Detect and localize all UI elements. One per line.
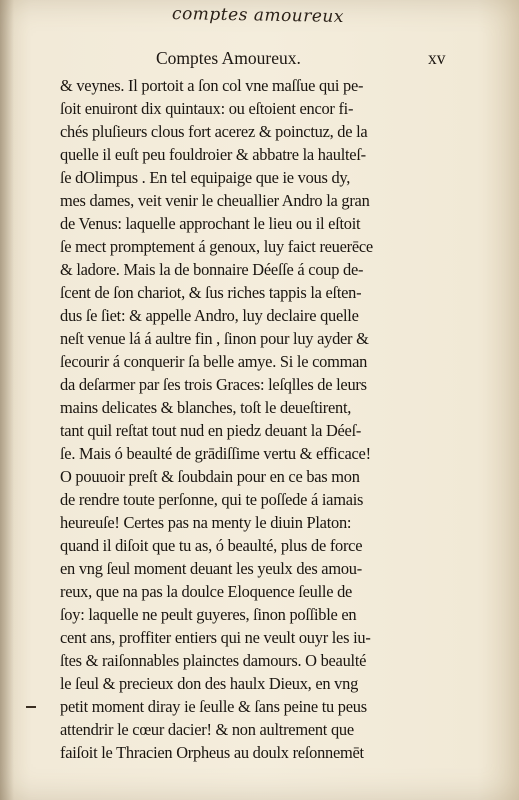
margin-mark [26, 706, 36, 708]
text-line: chés pluſieurs clous fort acerez & poinctuz, de la [60, 122, 368, 141]
text-line: petit moment diray ie ſeulle & ſans peine tu peus [60, 697, 367, 716]
text-line: mains delicates & blanches, toſt le deueſtirent, [60, 398, 352, 417]
text-line: ſcent de ſon chariot, & ſus riches tappis la eſten- [60, 283, 362, 302]
text-line: O pouuoir preſt & ſoubdain pour en ce bas mon [60, 467, 360, 486]
text-line: faiſoit le Thracien Orpheus au doulx reſonnemēt [60, 743, 364, 762]
text-line: cent ans, proffiter entiers qui ne veult ouyr les iu- [60, 628, 371, 647]
text-line: mes dames, veit venir le cheuallier Andro la gran [60, 191, 370, 210]
text-line: attendrir le cœur dacier! & non aultrement que [60, 720, 354, 739]
text-line: heureuſe! Certes pas na menty le diuin Platon: [60, 513, 352, 532]
text-line: dus ſe ſiet: & appelle Andro, luy declaire quelle [60, 306, 359, 325]
text-line: ſe mect promptement á genoux, luy faict reuerēce [60, 237, 373, 256]
text-line: ſe dOlimpus . En tel equipaige que ie vous dy, [60, 168, 351, 187]
text-line: & veynes. Il portoit a ſon col vne maſſue qui pe- [60, 76, 364, 95]
text-line: ſoit enuiront dix quintaux: ou eſtoient encor fi- [60, 99, 354, 118]
body-text [60, 74, 448, 764]
text-line: ſtes & raiſonnables plainctes damours. O beaulté [60, 651, 367, 670]
text-line: & ladore. Mais la de bonnaire Déeſſe á coup de- [60, 260, 364, 279]
text-line: quelle il euſt peu fouldroier & abbatre la haulteſ- [60, 145, 366, 164]
text-line: tant quil reſtat tout nud en piedz deuant la Déeſ- [60, 421, 362, 440]
text-line: de rendre toute perſonne, qui te poſſede á iamais [60, 490, 364, 509]
text-line: neſt venue lá á aultre fin , ſinon pour luy ayder & [60, 329, 369, 348]
handwritten-annotation: comptes amoureux [171, 3, 345, 27]
text-line: de Venus: laquelle approchant le lieu ou il eſtoit [60, 214, 361, 233]
text-line: quand il diſoit que tu as, ó beaulté, plus de force [60, 536, 363, 555]
text-line: da deſarmer par ſes trois Graces: leſqlles de leurs [60, 375, 367, 394]
text-line: ſe. Mais ó beaulté de grādiſſime vertu & efficace! [60, 444, 371, 463]
text-line: ſoy: laquelle ne peult guyeres, ſinon poſſible en [60, 605, 357, 624]
text-line: le ſeul & precieux don des haulx Dieux, en vng [60, 674, 359, 693]
page-number: xv [428, 48, 446, 68]
text-line: reux, que na pas la doulce Eloquence ſeulle de [60, 582, 353, 601]
text-line: en vng ſeul moment deuant les yeulx des amou- [60, 559, 362, 578]
text-line: ſecourir á conquerir ſa belle amye. Si le comman [60, 352, 368, 371]
running-head: Comptes Amoureux. [156, 48, 301, 68]
